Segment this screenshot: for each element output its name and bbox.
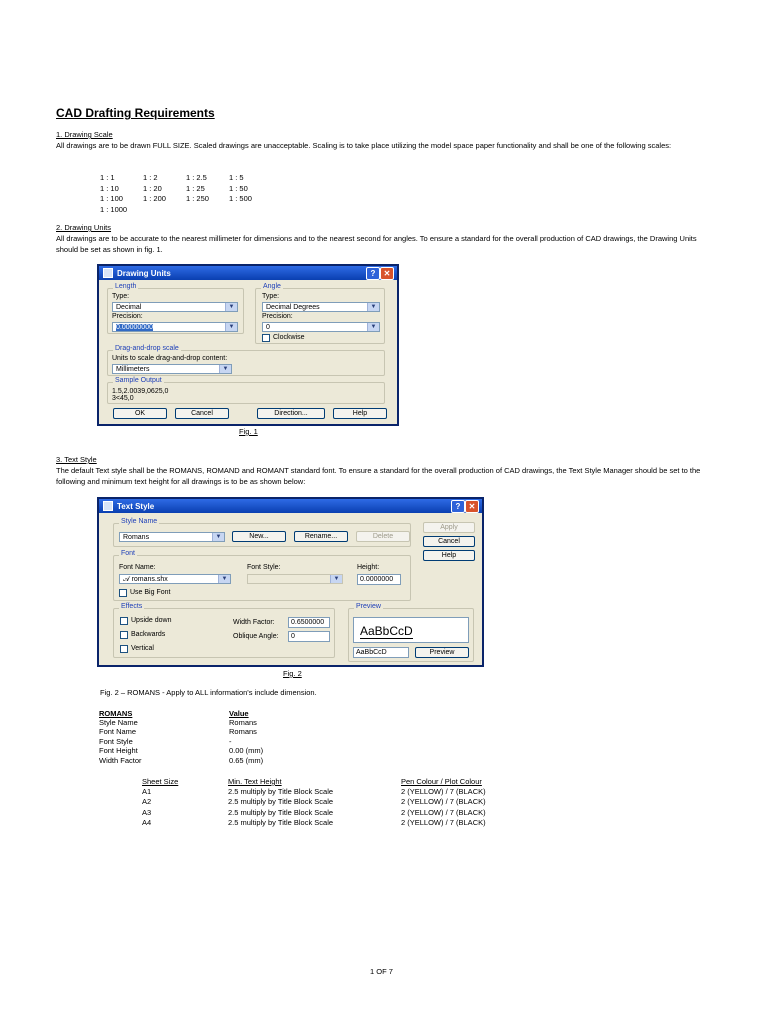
scales-row — [100, 194, 272, 205]
cell-pen-colour: 2 (YELLOW) / 7 (BLACK) — [401, 787, 486, 796]
group-label: Font — [121, 550, 136, 557]
row-label: Font Name — [99, 727, 137, 736]
height-input[interactable]: 0.0000000 — [357, 574, 401, 585]
preview-sample-text: AaBbCcD — [360, 624, 413, 638]
sample-line: 3<45,0 — [112, 395, 134, 402]
column-header: Min. Text Height — [228, 777, 282, 786]
vertical-checkbox[interactable] — [120, 645, 128, 653]
scale-value: 1 : 100 — [100, 194, 123, 203]
units-app-icon — [103, 268, 113, 278]
section-body-drawing-scale: All drawings are to be drawn FULL SIZE. Scaled drawings are unacceptable. Scaling is to take place utilizing the model space paper functionality and shall be one of the following scales: — [56, 141, 672, 150]
vertical-label: Vertical — [131, 645, 154, 652]
cell-pen-colour: 2 (YELLOW) / 7 (BLACK) — [401, 818, 486, 827]
font-name-select[interactable] — [119, 574, 231, 584]
scale-value: 1 : 25 — [186, 183, 205, 193]
group-label: Preview — [356, 603, 381, 610]
text-style-app-icon — [103, 501, 113, 511]
length-group — [107, 283, 244, 334]
section-body-text-style: The default Text style shall be the ROMANS, ROMAND and ROMANT standard font. To ensure a standard for the overall production of CAD drawings, the Text Style Manager should be set to the following and minimum text height for all drawings is to be as shown below: — [56, 466, 701, 486]
help-icon[interactable]: ? — [451, 500, 465, 513]
section-heading-drawing-units: 2. Drawing Units — [56, 223, 112, 232]
select-value: romans.shx — [131, 576, 168, 583]
cell-text-height: 2.5 multiply by Title Block Scale — [228, 808, 334, 817]
group-label: Sample Output — [115, 377, 162, 384]
cancel-button[interactable]: Cancel — [423, 536, 475, 547]
chevron-down-icon: ▼ — [367, 323, 379, 331]
select-value: Romans — [123, 534, 150, 541]
clockwise-label: Clockwise — [273, 334, 305, 341]
preview-text-input[interactable]: AaBbCcD — [353, 647, 409, 658]
delete-style-button[interactable]: Delete — [356, 531, 410, 542]
page-title: CAD Drafting Requirements — [56, 106, 215, 120]
scale-value: 1 : 5 — [229, 173, 244, 182]
style-name-group — [113, 518, 411, 547]
length-type-select[interactable] — [112, 302, 238, 312]
big-font-label: Use Big Font — [130, 589, 171, 596]
column-header: Value — [229, 709, 249, 718]
chevron-down-icon: ▼ — [225, 323, 237, 331]
cell-sheet-size: A3 — [142, 808, 152, 817]
scales-list — [100, 173, 272, 215]
cancel-button[interactable]: Cancel — [175, 408, 229, 419]
cell-text-height: 2.5 multiply by Title Block Scale — [228, 797, 334, 806]
row-value: Romans — [229, 718, 257, 727]
height-label: Height: — [357, 564, 380, 571]
section-heading-text-style: 3. Text Style — [56, 455, 97, 464]
romans-note: Fig. 2 – ROMANS - Apply to ALL information's include dimension. — [100, 688, 317, 697]
width-factor-input[interactable]: 0.6500000 — [288, 617, 330, 628]
sample-line: 1.5,2.0039,0625,0 — [112, 388, 169, 395]
precision-label: Precision: — [112, 313, 143, 320]
scale-value: 1 : 250 — [186, 194, 209, 203]
row-value: Romans — [229, 727, 257, 736]
chevron-down-icon: ▼ — [225, 303, 237, 311]
group-label: Angle — [263, 283, 281, 290]
preview-button[interactable]: Preview — [415, 647, 469, 658]
chevron-down-icon: ▼ — [218, 575, 230, 583]
dnd-label: Units to scale drag-and-drop content: — [112, 355, 228, 362]
cell-sheet-size: A2 — [142, 797, 152, 806]
oblique-angle-label: Oblique Angle: — [233, 633, 279, 640]
preview-pane — [353, 617, 469, 643]
width-factor-label: Width Factor: — [233, 619, 275, 626]
group-label: Drag-and-drop scale — [115, 345, 179, 352]
select-value: Decimal — [116, 304, 142, 311]
oblique-angle-input[interactable]: 0 — [288, 631, 330, 642]
scale-value: 1 : 200 — [143, 194, 166, 203]
section-heading-drawing-scale: 1. Drawing Scale — [56, 130, 113, 139]
group-label: Effects — [121, 603, 143, 610]
select-value: 0 — [266, 324, 270, 331]
close-icon[interactable]: ✕ — [465, 500, 479, 513]
chevron-down-icon: ▼ — [219, 365, 231, 373]
cell-pen-colour: 2 (YELLOW) / 7 (BLACK) — [401, 797, 486, 806]
chevron-down-icon: ▼ — [330, 575, 342, 583]
ok-button[interactable]: OK — [113, 408, 167, 419]
angle-precision-label: Precision: — [262, 313, 293, 320]
group-label: Style Name — [121, 518, 158, 525]
scales-row — [100, 184, 272, 195]
help-button[interactable]: Help — [423, 550, 475, 561]
close-icon[interactable]: ✕ — [380, 267, 394, 280]
cell-sheet-size: A4 — [142, 818, 152, 827]
chevron-down-icon: ▼ — [212, 533, 224, 541]
length-precision-select[interactable] — [112, 322, 238, 332]
row-label: Style Name — [99, 718, 138, 727]
chevron-down-icon: ▼ — [367, 303, 379, 311]
select-value: Decimal Degrees — [266, 304, 320, 311]
dnd-units-select[interactable] — [112, 364, 232, 374]
dialog-titlebar — [99, 266, 397, 280]
row-label: Width Factor — [99, 756, 142, 765]
column-header: ROMANS — [99, 709, 133, 718]
cell-pen-colour: 2 (YELLOW) / 7 (BLACK) — [401, 808, 486, 817]
big-font-checkbox[interactable] — [119, 589, 127, 597]
upside-down-checkbox[interactable] — [120, 617, 128, 625]
direction-button[interactable]: Direction... — [257, 408, 325, 419]
column-header: Sheet Size — [142, 777, 179, 786]
row-label: Font Style — [99, 737, 133, 746]
fig2-caption: Fig. 2 — [283, 669, 302, 678]
new-style-button[interactable]: New... — [232, 531, 286, 542]
scale-value: 1 : 2.5 — [186, 173, 207, 182]
font-type-icon: 𝒜 — [123, 576, 132, 583]
angle-type-label: Type: — [262, 293, 280, 300]
cell-text-height: 2.5 multiply by Title Block Scale — [228, 818, 334, 827]
scale-value: 1 : 1 — [100, 173, 115, 182]
scales-row — [100, 173, 272, 184]
preview-group — [348, 603, 474, 662]
page-number: 1 OF 7 — [370, 967, 393, 976]
backwards-label: Backwards — [131, 631, 166, 638]
fig1-caption: Fig. 1 — [239, 427, 258, 436]
scale-value: 1 : 1000 — [100, 204, 128, 214]
help-icon[interactable]: ? — [366, 267, 380, 280]
dialog-title: Drawing Units — [117, 268, 171, 278]
clockwise-checkbox[interactable] — [262, 334, 270, 342]
dialog-title: Text Style — [117, 501, 155, 511]
scales-row — [100, 205, 272, 216]
scale-value: 1 : 50 — [229, 183, 248, 193]
scale-value: 1 : 20 — [143, 183, 162, 193]
dialog-titlebar — [99, 499, 482, 513]
angle-type-select[interactable] — [262, 302, 380, 312]
font-style-select[interactable] — [247, 574, 343, 584]
text-style-dialog — [97, 497, 484, 667]
select-value: 0.00000000 — [116, 324, 153, 331]
scale-value: 1 : 10 — [100, 183, 119, 193]
group-label: Length — [115, 283, 137, 290]
sample-output-group — [107, 377, 385, 404]
cell-text-height: 2.5 multiply by Title Block Scale — [228, 787, 334, 796]
column-header: Pen Colour / Plot Colour — [401, 777, 482, 786]
font-style-label: Font Style: — [247, 564, 281, 571]
row-value: 0.65 (mm) — [229, 756, 264, 765]
row-label: Font Height — [99, 746, 138, 755]
drag-drop-group — [107, 345, 385, 376]
angle-precision-select[interactable] — [262, 322, 380, 332]
rename-style-button[interactable]: Rename... — [294, 531, 348, 542]
row-value: 0.00 (mm) — [229, 746, 264, 755]
help-button[interactable]: Help — [333, 408, 387, 419]
section-body-drawing-units: All drawings are to be accurate to the nearest millimeter for dimensions and to the nearest second for angles. To ensure a standard for the overall production of CAD drawings, the Drawing Units should be set as shown in fig. 1. — [56, 234, 697, 254]
font-group — [113, 550, 411, 601]
font-name-label: Font Name: — [119, 564, 156, 571]
select-value: Millimeters — [116, 366, 150, 373]
drawing-units-dialog — [97, 264, 399, 426]
style-name-select[interactable] — [119, 532, 225, 542]
backwards-checkbox[interactable] — [120, 631, 128, 639]
type-label: Type: — [112, 293, 130, 300]
row-value: - — [229, 737, 232, 746]
scale-value: 1 : 2 — [143, 173, 158, 182]
upside-down-label: Upside down — [131, 617, 172, 624]
apply-button[interactable]: Apply — [423, 522, 475, 533]
effects-group — [113, 603, 335, 658]
cell-sheet-size: A1 — [142, 787, 152, 796]
angle-group — [255, 283, 385, 344]
scale-value: 1 : 500 — [229, 194, 252, 203]
